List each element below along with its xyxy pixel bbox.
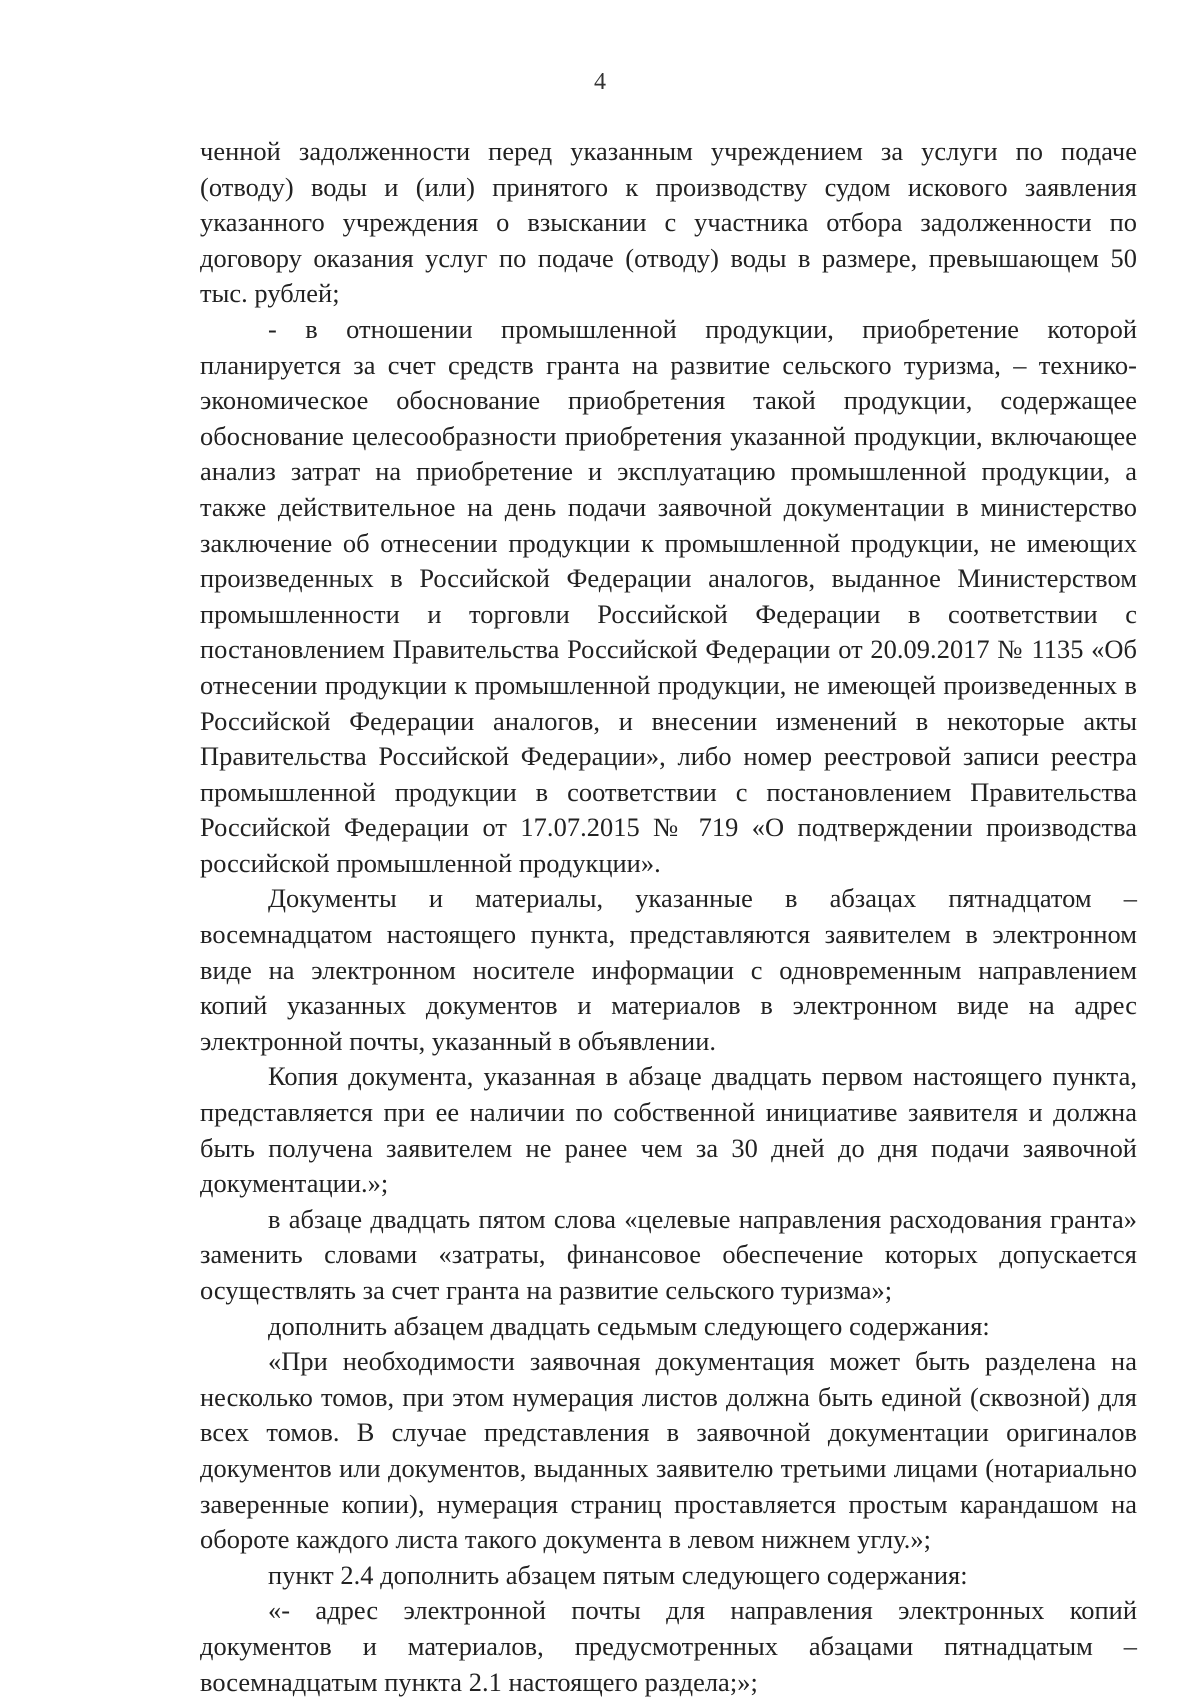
paragraph-5: в абзаце двадцать пятом слова «целевые направления расходования гранта» заменить словами «затраты, финансовое обеспечение которых допускается осуществлять за счет гранта на развитие сельского туризма»;: [200, 1203, 1137, 1305]
paragraph-6: дополнить абзацем двадцать седьмым следующего содержания:: [268, 1310, 990, 1341]
document-body: [200, 134, 1137, 1700]
paragraph-1: ченной задолженности перед указанным учреждением за услуги по подаче (отводу) воды и (или) принятого к производству судом искового заявления указанного учреждения о взыскании с участника отбора задолженности по договору оказания услуг по подаче (отводу) воды в размере, превышающем 50 тыс. рублей;: [200, 136, 1137, 309]
paragraph-7: «При необходимости заявочная документация может быть разделена на несколько томов, при этом нумерация листов должна быть единой (сквозной) для всех томов. В случае представления в заявочной документации оригиналов документов или документов, выданных заявителю третьими лицами (нотариально заверенные копии), нумерация страниц проставляется простым карандашом на обороте каждого листа такого документа в левом нижнем углу.»;: [200, 1346, 1137, 1555]
paragraph-2: - в отношении промышленной продукции, приобретение которой планируется за счет средств гранта на развитие сельского туризма, – технико-экономическое обоснование приобретения такой продукции, содержащее обоснование целесообразности приобретения указанной продукции, включающее анализ затрат на приобретение и эксплуатацию промышленной продукции, а также действительное на день подачи заявочной документации в министерство заключение об отнесении продукции к промышленной продукции, не имеющих произведенных в Российской Федерации аналогов, выданное Министерством промышленности и торговли Российской Федерации в соответствии с постановлением Правительства Российской Федерации от 20.09.2017 № 1135 «Об отнесении продукции к промышленной продукции, не имеющей произведенных в Российской Федерации аналогов, и внесении изменений в некоторые акты Правительства Российской Федерации», либо номер реестровой записи реестра промышленной продукции в соответствии с постановлением Правительства Российской Федерации от 17.07.2015 № 719 «О подтверждении производства российской промышленной продукции».: [200, 313, 1137, 878]
paragraph-4: Копия документа, указанная в абзаце двадцать первом настоящего пункта, представляется при ее наличии по собственной инициативе заявителя и должна быть получена заявителем не ранее чем за 30 дней до дня подачи заявочной документации.»;: [200, 1061, 1137, 1199]
paragraph-3: Документы и материалы, указанные в абзацах пятнадцатом – восемнадцатом настоящего пункта, представляются заявителем в электронном виде на электронном носителе информации с одновременным направлением копий указанных документов и материалов в электронном виде на адрес электронной почты, указанный в объявлении.: [200, 883, 1137, 1056]
page-number: 4: [594, 69, 606, 95]
paragraph-8: пункт 2.4 дополнить абзацем пятым следующего содержания:: [268, 1559, 968, 1590]
paragraph-9: «- адрес электронной почты для направления электронных копий документов и материалов, предусмотренных абзацами пятнадцатым – восемнадцатым пункта 2.1 настоящего раздела;»;: [200, 1595, 1137, 1697]
